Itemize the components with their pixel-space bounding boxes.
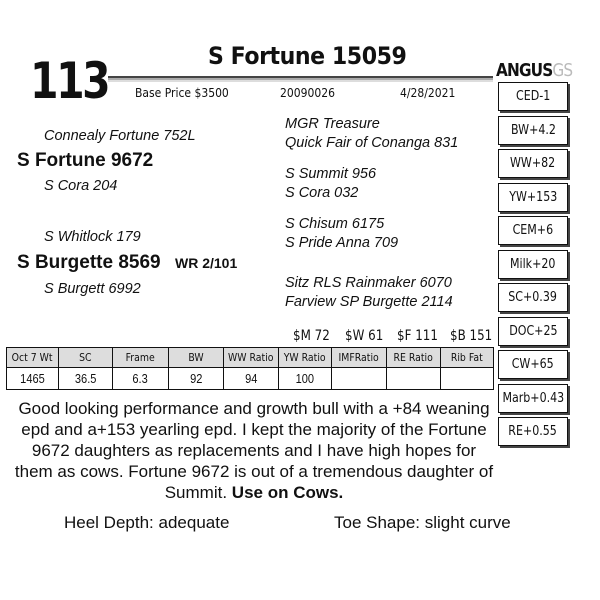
pedigree-right-8: Farview SP Burgette 2114 xyxy=(285,294,453,310)
table-header: Oct 7 Wt xyxy=(7,348,59,368)
registration-number: 20090026 xyxy=(280,86,335,100)
angus-gs-logo xyxy=(496,60,572,81)
table-header: SC xyxy=(59,348,113,368)
pedigree-right-1: MGR Treasure xyxy=(285,116,380,132)
logo-suffix: GS xyxy=(552,60,573,81)
index-weaning: $W 61 xyxy=(345,328,384,344)
base-price: Base Price $3500 xyxy=(135,86,229,100)
table-header: IMFRatio xyxy=(332,348,387,368)
table-header: Frame xyxy=(113,348,169,368)
epd-cem: CEM+6 xyxy=(498,216,568,245)
epd-cw: CW+65 xyxy=(498,350,568,379)
epd-milk: Milk+20 xyxy=(498,250,568,279)
index-maternal: $M 72 xyxy=(293,328,330,344)
description xyxy=(14,398,494,503)
birth-date: 4/28/2021 xyxy=(400,86,456,100)
index-feedlot: $F 111 xyxy=(397,328,438,344)
pedigree-right-3: S Summit 956 xyxy=(285,166,377,182)
table-cell: 94 xyxy=(224,368,279,390)
lot-number: 113 xyxy=(30,52,109,110)
epd-ced: CED-1 xyxy=(498,82,568,111)
sire-sire: Connealy Fortune 752L xyxy=(44,128,196,144)
table-cell: 92 xyxy=(169,368,224,390)
dam-sire: S Whitlock 179 xyxy=(44,229,141,245)
sire-dam: S Cora 204 xyxy=(44,178,118,194)
pedigree-right-7: Sitz RLS Rainmaker 6070 xyxy=(285,275,452,291)
description-emphasis: Use on Cows. xyxy=(231,483,344,502)
table-cell: 1465 xyxy=(7,368,59,390)
pedigree-right-6: S Pride Anna 709 xyxy=(285,235,399,251)
pedigree-right-5: S Chisum 6175 xyxy=(285,216,385,232)
table-row xyxy=(7,368,494,390)
table-header: Rib Fat xyxy=(441,348,494,368)
table-cell: 100 xyxy=(279,368,332,390)
epd-re: RE+0.55 xyxy=(498,417,568,446)
table-header: RE Ratio xyxy=(387,348,441,368)
epd-doc: DOC+25 xyxy=(498,317,568,346)
epd-column xyxy=(498,82,568,451)
header-rule xyxy=(108,76,493,82)
epd-marb: Marb+0.43 xyxy=(498,384,568,413)
table-header-row xyxy=(7,348,494,368)
performance-table xyxy=(6,347,494,390)
table-header: BW xyxy=(169,348,224,368)
logo-main: ANGUS xyxy=(496,60,553,81)
heel-depth: Heel Depth: adequate xyxy=(64,513,230,532)
dam-name: S Burgette 8569 xyxy=(17,252,161,273)
bull-name: S Fortune 15059 xyxy=(208,42,407,70)
table-header: WW Ratio xyxy=(224,348,279,368)
table-cell: 6.3 xyxy=(113,368,169,390)
epd-ww: WW+82 xyxy=(498,149,568,178)
pedigree-right-4: S Cora 032 xyxy=(285,185,359,201)
index-beef: $B 151 xyxy=(450,328,493,344)
table-cell xyxy=(441,368,494,390)
table-cell: 36.5 xyxy=(59,368,113,390)
dam-dam: S Burgett 6992 xyxy=(44,281,141,297)
epd-yw: YW+153 xyxy=(498,183,568,212)
toe-shape: Toe Shape: slight curve xyxy=(334,513,511,532)
epd-sc: SC+0.39 xyxy=(498,283,568,312)
weaning-ratio: WR 2/101 xyxy=(175,255,238,271)
sire-name: S Fortune 9672 xyxy=(17,150,154,171)
table-cell xyxy=(332,368,387,390)
description-text: Good looking performance and growth bull with a +84 weaning epd and a+153 yearling epd. I kept the majority of the Fortune 9672 daughters as replacements and I have high hopes for them as cows. Fortune 9672 is out of a tremendous daughter of Summit. xyxy=(14,399,494,502)
table-header: YW Ratio xyxy=(279,348,332,368)
pedigree-right-2: Quick Fair of Conanga 831 xyxy=(285,135,459,151)
epd-bw: BW+4.2 xyxy=(498,116,568,145)
table-cell xyxy=(387,368,441,390)
